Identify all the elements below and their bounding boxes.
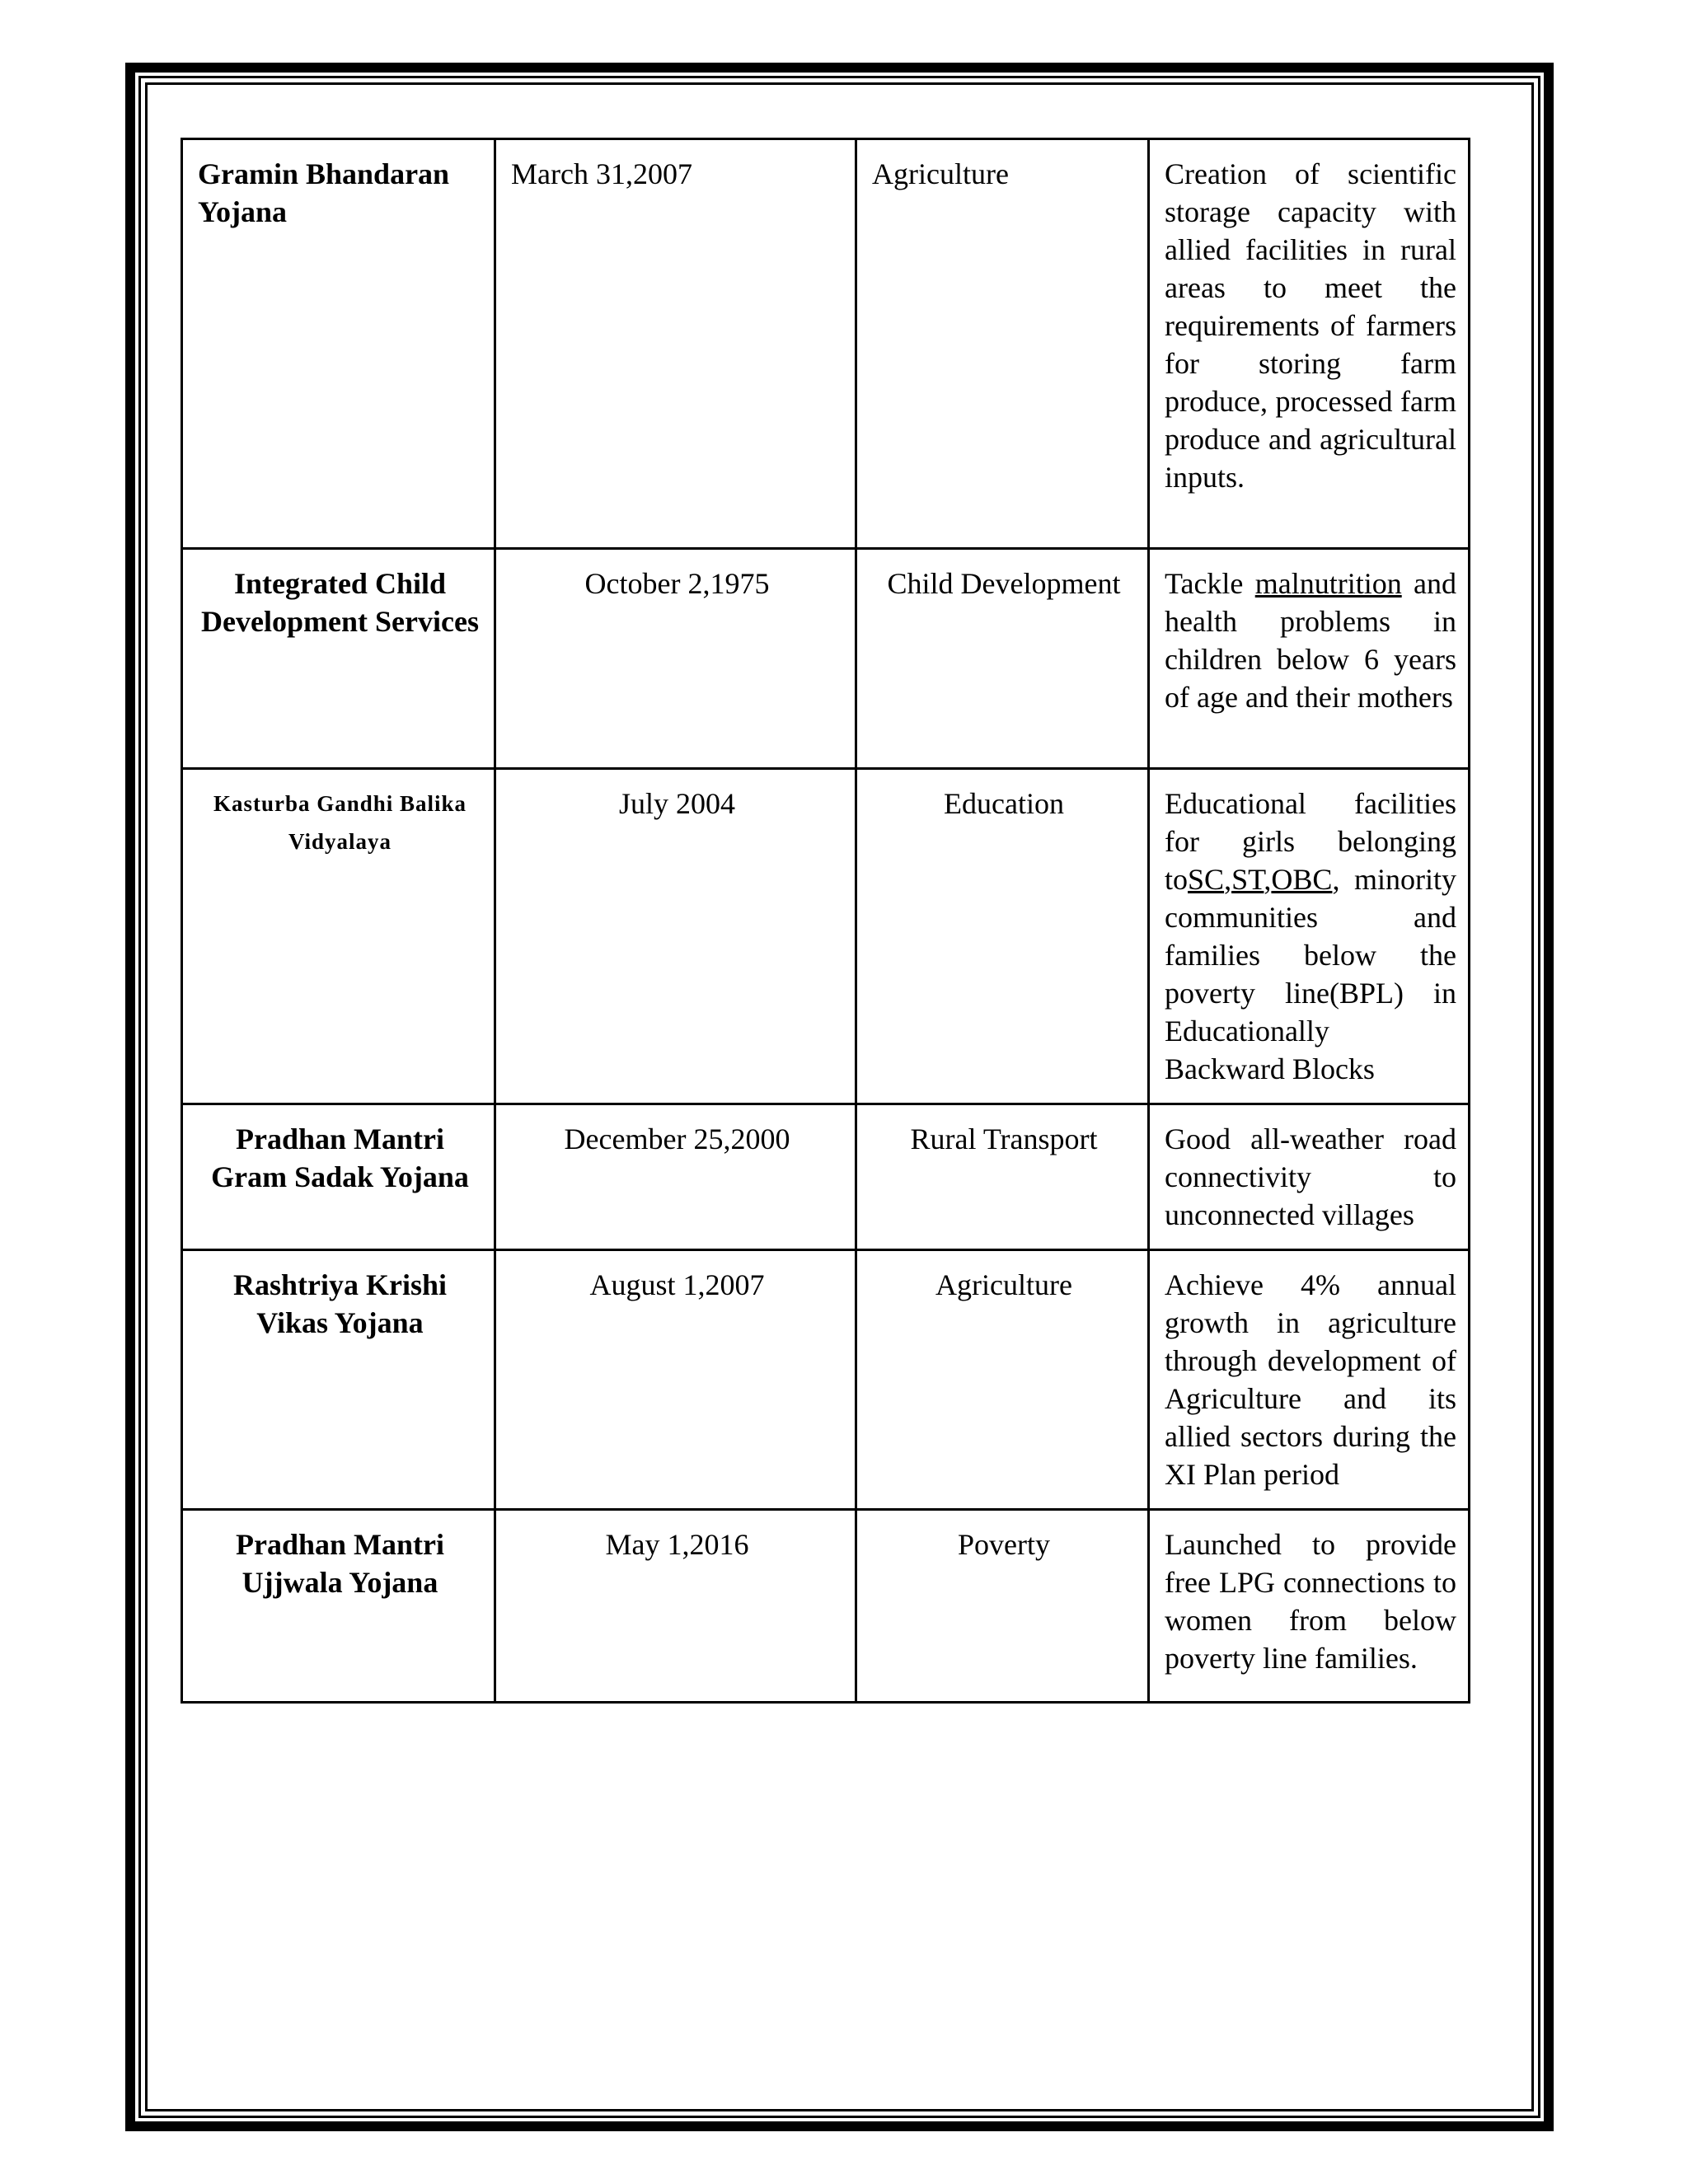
sc-link[interactable]: SC <box>1188 863 1225 896</box>
sector: Poverty <box>856 1510 1149 1703</box>
description-text: and health problems in children below 6 years of age and their mothers <box>1165 567 1456 714</box>
sector: Rural Transport <box>856 1104 1149 1250</box>
scheme-description: Achieve 4% annual growth in agriculture through development of Agriculture and its allied sectors during the XI Plan period <box>1149 1250 1470 1510</box>
table-row <box>182 549 1470 769</box>
description-text: , minority communities and families below the poverty line(BPL) in Educationally Backward Blocks <box>1165 863 1456 1085</box>
launch-date: December 25,2000 <box>495 1104 856 1250</box>
schemes-table <box>181 138 1470 1704</box>
scheme-description: Good all-weather road connectivity to unconnected villages <box>1149 1104 1470 1250</box>
sector: Education <box>856 769 1149 1104</box>
scheme-name: Gramin Bhandaran Yojana <box>182 139 495 549</box>
st-link[interactable]: ST <box>1231 863 1264 896</box>
scheme-description <box>1149 549 1470 769</box>
launch-date: August 1,2007 <box>495 1250 856 1510</box>
description-text: Tackle <box>1165 567 1255 600</box>
table-row <box>182 769 1470 1104</box>
scheme-description: Launched to provide free LPG connections to women from below poverty line families. <box>1149 1510 1470 1703</box>
scheme-description: Creation of scientific storage capacity with allied facilities in rural areas to meet the requirements of farmers for storing farm produce, processed farm produce and agricultural inputs. <box>1149 139 1470 549</box>
launch-date: July 2004 <box>495 769 856 1104</box>
sector: Child Development <box>856 549 1149 769</box>
obc-link[interactable]: OBC <box>1271 863 1333 896</box>
table-row <box>182 1250 1470 1510</box>
malnutrition-link[interactable]: malnutrition <box>1254 567 1402 600</box>
sector: Agriculture <box>856 1250 1149 1510</box>
scheme-name: Integrated Child Development Services <box>182 549 495 769</box>
description-text: Educational facilities for girls belonging to <box>1165 787 1456 896</box>
launch-date: October 2,1975 <box>495 549 856 769</box>
launch-date: May 1,2016 <box>495 1510 856 1703</box>
table-row <box>182 139 1470 549</box>
launch-date: March 31,2007 <box>495 139 856 549</box>
scheme-name: Pradhan Mantri Ujjwala Yojana <box>182 1510 495 1703</box>
scheme-name: Pradhan Mantri Gram Sadak Yojana <box>182 1104 495 1250</box>
table-row <box>182 1510 1470 1703</box>
scheme-description: Educational facilities for girls belonging toSC,ST,OBC, minority communities and families below the poverty line(BPL) in Educationally Backward Blocks <box>1149 769 1470 1104</box>
table-row <box>182 1104 1470 1250</box>
scheme-name: Kasturba Gandhi Balika Vidyalaya <box>182 769 495 1104</box>
scheme-name: Rashtriya Krishi Vikas Yojana <box>182 1250 495 1510</box>
sector: Agriculture <box>856 139 1149 549</box>
